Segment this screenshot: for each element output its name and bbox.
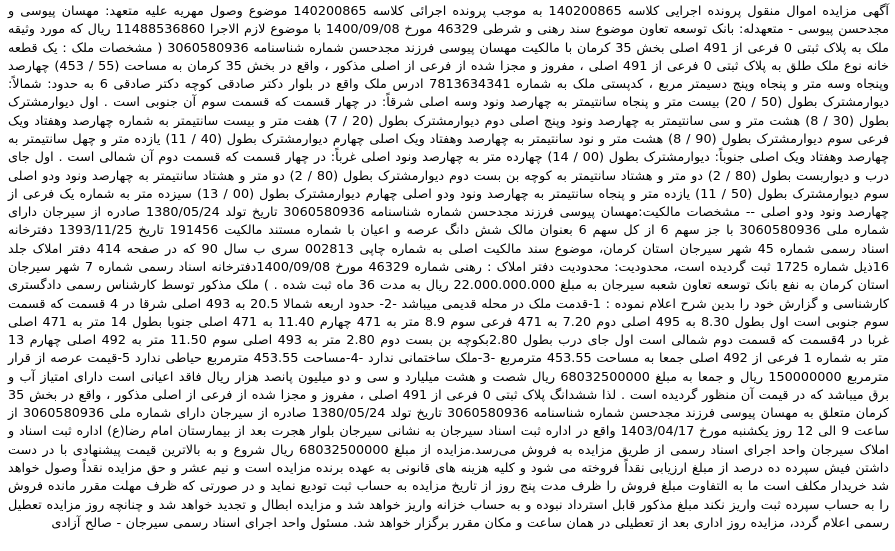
auction-notice-text: آگهی مزایده اموال منقول پرونده اجرایی کلاسه 140200865 به موجب پرونده اجرائی کلاسه 140200865 موضوع وصول مهریه علیه متعهد: مهسان پیوسی و مجدحسن پیوسی - متعهدله: بانک توسعه تعاون موضوع سند رهنی و شرطی 46329 مورخ 1400/09/08 با موضوع لازم الاجرا 11488536860 ریال که مورد وثیقه ملک به پلاک ثبتی 0 فرعی از 491 اصلی بخش 35 کرمان با مالکیت مهسان پیوسی فرزند مجدحسن شماره شناسنامه 3060580936 ( مشخصات ملک : یک قطعه خانه نوع ملک طلق به پلاک ثبتی 0 فرعی از 491 اصلی ، مفروز و مجزا شده از فرعی از اصلی مذکور ، واقع در بخش 35 کرمان به مساحت (55 / 453) چهارصد وپنجاه وسه متر و پنجاه وپنج دسیمتر مربع ، کدپستی ملک به شماره 7813634341 ادرس ملک واقع در بلوار دکتر صادقی کوچه دکتر صادقی 6 به حدود: شمالاً: دیوارمشترک بطول (50 / 20) بیست متر و پنجاه سانتیمتر به چهارصد ونود وسه اصلی شرقاً: در چهار قسمت که قسمت سوم آن جنوبی است . اول دیوارمشترک بطول (30 / 8) هشت متر و سی سانتیمتر به چهارصد ونود وپنج اصلی دوم دیوارمشترک بطول (20 / 7) هفت متر و بیست سانتیمتر به شماره چهارصد وهفتاد ویک فرعی سوم دیوارمشترک بطول (90 / 8) هشت متر و نود سانتیمتر به چهارصد وهفتاد ویک اصلی چهارم دیوارمشترک بطول (40 / 11) یازده متر و چهل سانتیمتر به چهارصد وهفتاد ویک اصلی جنوباً: دیوارمشترک بطول (00 / 14) چهارده متر به چهارصد ونود اصلی غرباً: در چهار قسمت که قسمت دوم آن شمالی است . اول جای درب و دیواربست بطول (80 / 2) دو متر و هشتاد سانتیمتر به کوچه بن بست دوم دیوارمشترک بطول (80 / 2) دو متر و هشتاد سانتیمتر به چهارصد ونود ودو اصلی سوم دیوارمشترک بطول (50 / 11) یازده متر و پنجاه سانتیمتر به چهارصد ونود ودو اصلی چهارم دیوارمشترک بطول (00 / 13) سیزده متر به شماره یک فرعی از چهارصد ونود ودو اصلی -- مشخصات مالکیت:مهسان پیوسی فرزند مجدحسن شماره شناسنامه 3060580936 تاریخ تولد 1380/05/24 صادره از سیرجان دارای شماره ملی 3060580936 با جز سهم 6 از کل سهم 6 بعنوان مالک شش دانگ عرصه و اعیان با شماره مستند مالکیت 191456 تاریخ 1393/11/25 دفترخانه اسناد رسمی شماره 45 شهر سیرجان استان کرمان، موضوع سند مالکیت اصلی به شماره چاپی 002813 سری ب سال 90 که در صفحه 414 دفتر املاک جلد 16ذیل شماره 1725 ثبت گردیده است، محدودیت: محدودیت دفتر املاک : رهنی شماره 46329 مورخ 1400/09/08دفترخانه اسناد رسمی شماره 7 شهر سیرجان استان کرمان به نفع بانک توسعه تعاون شعبه سیرجان به مبلغ 22.000.000.000 ریال به مدت 36 ماه ثبت شده . ) ملک مذکور توسط کارشناس رسمی دادگستری کارشناسی و گزارش خود را بدین شرح اعلام نموده : 1-قدمت ملک در محله قدیمی میباشد -2- حدود اربعه شمالا 20.5 به 493 اصلی شرقا در 4 قسمت که قسمت سوم جنوبی است اول بطول 8.30 به 495 اصلی دوم 7.20 به 471 فرعی سوم 8.9 متر به 471 چهارم 11.40 به 471 اصلی جنوبا بطول 14 متر به 471 اصلی غربا در 4قسمت که قسمت دوم شمالی است اول جای درب بطول 2.80بکوچه بن بست دوم 2.80 متر به 493 اصلی سوم 11.50 متر به 492 اصلی چهارم 13 متر به شماره 1 فرعی از 492 اصلی جمعا به مساحت 453.55 مترمربع -3-ملک ساختمانی ندارد -4-مساحت 453.55 مترمربع حیاطی ندارد 5-قیمت عرصه از قرار مترمربع 150000000 ریال و جمعا به مبلغ 68032500000 ریال شصت و هشت میلیارد و سی و دو میلیون پانصد هزار ریال فاقد اعیانی است دارای امتیاز آب و برق میباشد که در قیمت آن منظور گردیده است . لذا ششدانگ پلاک ثبتی 0 فرعی از 491 اصلی ، مفروز و مجزا شده از فرعی از اصلی مذکور ، واقع در بخش 35 کرمان متعلق به مهسان پیوسی فرزند مجدحسن شماره شناسنامه 3060580936 تاریخ تولد 1380/05/24 صادره از سیرجان دارای شماره ملی 3060580936 از ساعت 9 الی 12 روز یکشنبه مورخ 1403/04/17 واقع در اداره ثبت اسناد سیرجان به نشانی سیرجان بلوار هجرت بعد از بیمارستان امام رضا(ع) اداره ثبت اسناد و املاک سیرجان واحد اجرای اسناد رسمی از طریق مزایده به فروش می‌رسد.مزایده از مبلغ 68032500000 ریال شروع و به بالاترین قیمت پیشنهادی با در دست داشتن فیش سپرده ده درصد از مبلغ ارزیابی نقداً فروخته می شود و کلیه هزینه های قانونی به عهده برنده مزایده است و نیم عشر و حق مزایده نقداً وصول خواهد شد خریدار مکلف است ما به التفاوت مبلغ فروش را ظرف مدت پنج روز از تاریخ مزایده به حساب ثبت تودیع نماید و در صورتی که ظرف مهلت مقرر مانده فروش را به حساب سپرده ثبت واریز نکند مبلغ مذکور قابل استرداد نبوده و به حساب خزانه واریز خواهد شد و مزایده ابطال و تجدید خواهد شد و چنانچه روز مزایده تعطیل رسمی اعلام گردد، مزایده روز اداری بعد از تعطیلی در همان ساعت و مکان مقرر برگزار خواهد شد. مسئول واحد اجرای اسناد رسمی سیرجان - صالح آزادی (8, 4, 890, 531)
